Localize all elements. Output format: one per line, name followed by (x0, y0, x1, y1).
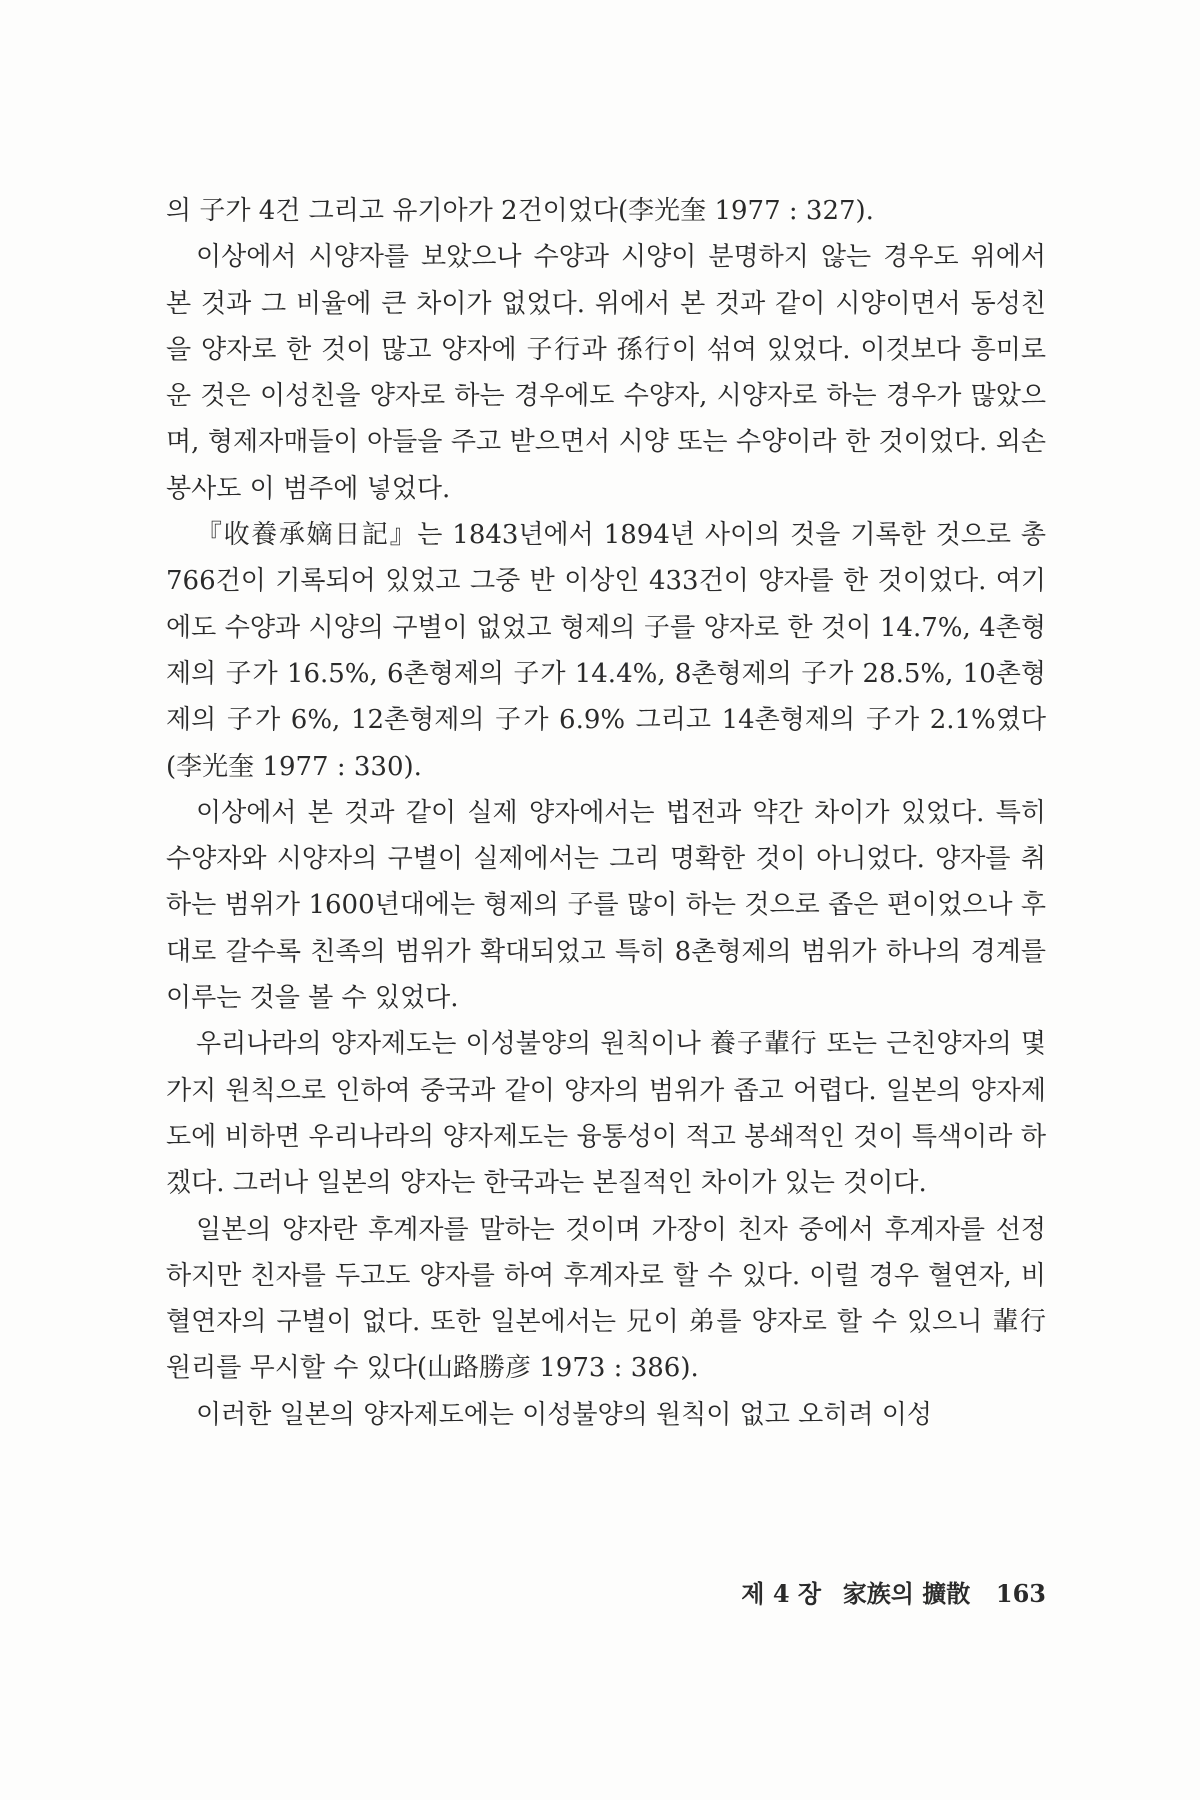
paragraph-continued: 의 子가 4건 그리고 유기아가 2건이었다(李光奎 1977 : 327). (166, 196, 874, 226)
paragraph: 이상에서 본 것과 같이 실제 양자에서는 법전과 약간 차이가 있었다. 특히 수양자와 시양자의 구별이 실제에서는 그리 명확한 것이 아니었다. 양자를 취하는 범위가 1600년대에는 형제의 子를 많이 하는 것으로 좁은 편이었으나 후대로 갈수록 친족의 범위가 확대되었고 특히 8촌형제의 범위가 하나의 경계를 이루는 것을 볼 수 있었다. (166, 797, 1046, 1014)
paragraph: 『收養承嫡日記』는 1843년에서 1894년 사이의 것을 기록한 것으로 총 766건이 기록되어 있었고 그중 반 이상인 433건이 양자를 한 것이었다. 여기에도 수양과 시양의 구별이 없었고 형제의 子를 양자로 한 것이 14.7%, 4촌형제의 子가 16.5%, 6촌형제의 子가 14.4%, 8촌형제의 子가 28.5%, 10촌형제의 子가 6%, 12촌형제의 子가 6.9% 그리고 14촌형제의 子가 2.1%였다(李光奎 1977 : 330). (166, 520, 1046, 782)
chapter-title: 家族의 擴散 (842, 1579, 971, 1608)
running-footer (741, 1574, 1046, 1609)
page-number: 163 (995, 1579, 1046, 1608)
paragraph: 이상에서 시양자를 보았으나 수양과 시양이 분명하지 않는 경우도 위에서 본 것과 그 비율에 큰 차이가 없었다. 위에서 본 것과 같이 시양이면서 동성친을 양자로 한 것이 많고 양자에 子行과 孫行이 섞여 있었다. 이것보다 흥미로운 것은 이성친을 양자로 하는 경우에도 수양자, 시양자로 하는 경우가 많았으며, 형제자매들이 아들을 주고 받으면서 시양 또는 수양이라 한 것이었다. 외손봉사도 이 범주에 넣었다. (166, 242, 1046, 504)
chapter-label: 제 4 장 (741, 1579, 822, 1608)
paragraph: 이러한 일본의 양자제도에는 이성불양의 원칙이 없고 오히려 이성 (196, 1399, 932, 1430)
paragraph: 일본의 양자란 후계자를 말하는 것이며 가장이 친자 중에서 후계자를 선정하지만 친자를 두고도 양자를 하여 후계자로 할 수 있다. 이럴 경우 혈연자, 비혈연자의 구별이 없다. 또한 일본에서는 兄이 弟를 양자로 할 수 있으니 輩行원리를 무시할 수 있다(山路勝彦 1973 : 386). (166, 1214, 1046, 1384)
paragraph: 우리나라의 양자제도는 이성불양의 원칙이나 養子輩行 또는 근친양자의 몇 가지 원칙으로 인하여 중국과 같이 양자의 범위가 좁고 어렵다. 일본의 양자제도에 비하면 우리나라의 양자제도는 융통성이 적고 봉쇄적인 것이 특색이라 하겠다. 그러나 일본의 양자는 한국과는 본질적인 차이가 있는 것이다. (166, 1029, 1046, 1199)
body-text (166, 188, 1046, 1438)
